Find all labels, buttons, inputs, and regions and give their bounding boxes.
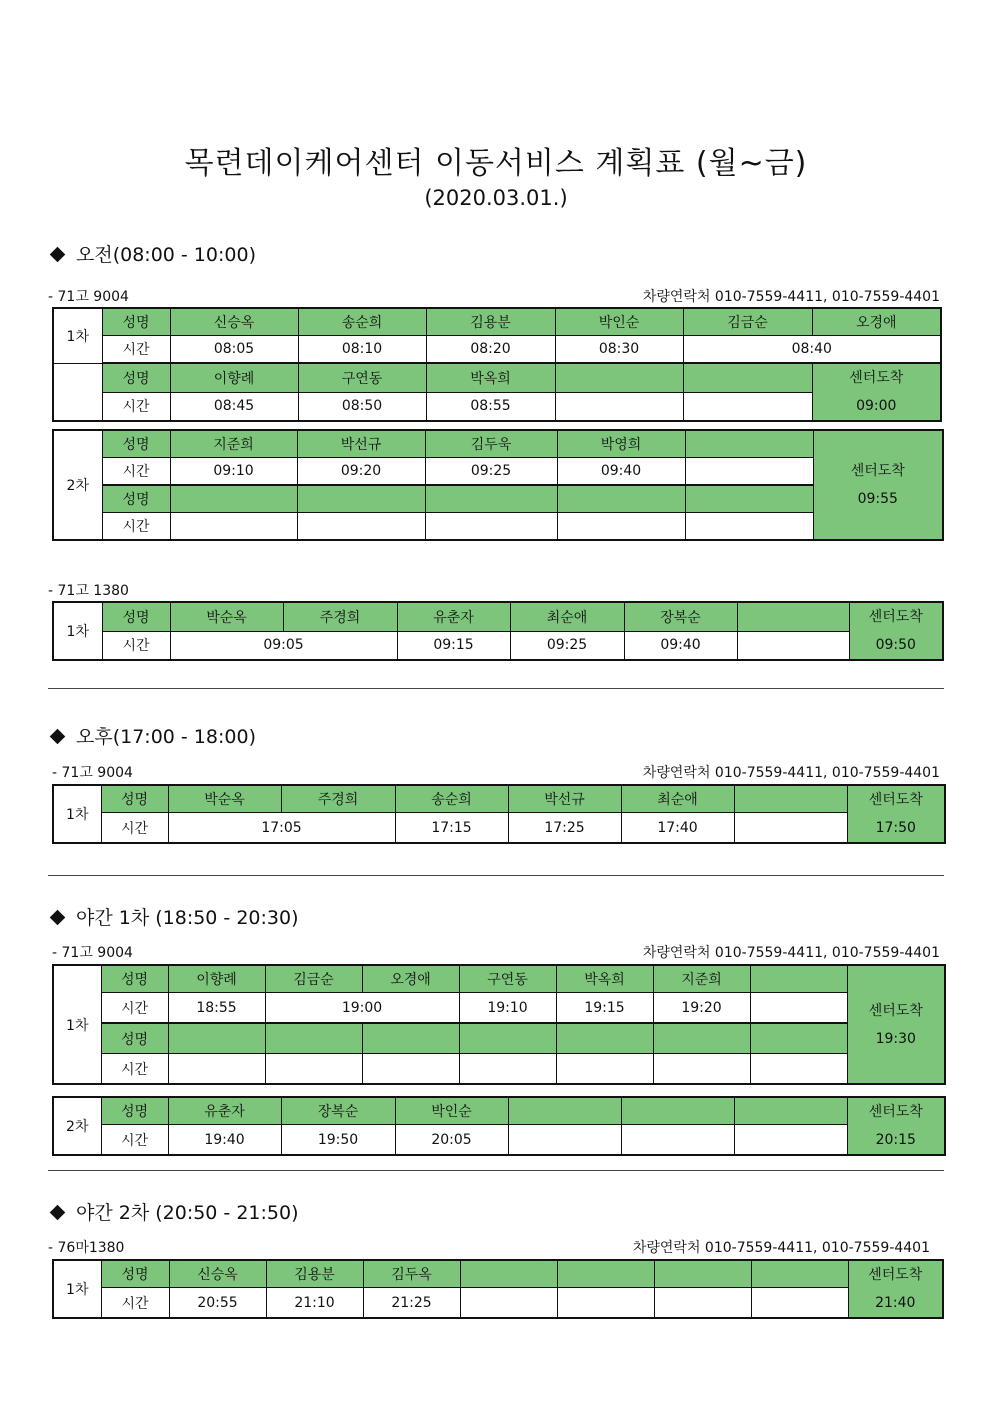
pickup-time: 21:25 <box>363 1288 460 1318</box>
arrival-label: 센터도착 <box>868 792 923 808</box>
time-label: 시간 <box>101 993 168 1024</box>
passenger-name: 지준희 <box>653 965 750 993</box>
round-label: 1차 <box>53 1260 101 1318</box>
passenger-name: 장복순 <box>624 602 737 631</box>
name-label: 성명 <box>101 1097 168 1125</box>
passenger-name-empty <box>170 485 297 513</box>
pickup-time-empty <box>168 1054 265 1085</box>
passenger-name-empty <box>362 1023 459 1054</box>
pickup-time: 19:15 <box>556 993 653 1024</box>
pickup-time: 19:50 <box>281 1125 395 1155</box>
pickup-time: 17:15 <box>395 813 508 843</box>
passenger-name <box>621 1097 734 1125</box>
section-divider <box>48 1170 944 1171</box>
pickup-time-empty <box>750 1054 847 1085</box>
passenger-name: 박인순 <box>555 308 683 336</box>
pickup-time: 09:05 <box>170 631 397 660</box>
pickup-time-empty <box>556 1054 653 1085</box>
passenger-name <box>508 1097 621 1125</box>
passenger-name: 박인순 <box>395 1097 508 1125</box>
passenger-name: 오경애 <box>812 308 941 336</box>
pickup-time <box>751 1288 848 1318</box>
passenger-name-empty <box>265 1023 362 1054</box>
time-label: 시간 <box>102 458 170 486</box>
pickup-time: 09:20 <box>297 458 425 486</box>
pickup-time-empty <box>170 513 297 541</box>
name-label: 성명 <box>101 965 168 993</box>
section-morning-heading <box>48 240 256 267</box>
pickup-time: 19:40 <box>168 1125 281 1155</box>
passenger-name <box>555 363 683 392</box>
pickup-time <box>508 1125 621 1155</box>
passenger-name: 박옥희 <box>556 965 653 993</box>
pickup-time-empty <box>425 513 557 541</box>
vehicle-label: - 71고 1380 <box>48 583 129 599</box>
night1-table-1 <box>52 964 946 1085</box>
passenger-name: 김용분 <box>426 308 555 336</box>
diamond-bullet-icon <box>50 1205 66 1221</box>
page-date: (2020.03.01.) <box>424 186 568 210</box>
passenger-name <box>683 363 812 392</box>
diamond-bullet-icon <box>50 910 66 926</box>
pickup-time <box>621 1125 734 1155</box>
diamond-bullet-icon <box>50 247 66 263</box>
night1-table-2 <box>52 1096 946 1156</box>
round-label: 2차 <box>53 1097 101 1155</box>
pickup-time-empty <box>459 1054 556 1085</box>
pickup-time-empty <box>265 1054 362 1085</box>
time-label: 시간 <box>102 392 170 421</box>
morning-table-3 <box>52 601 944 661</box>
section-morning-title: 오전(08:00 - 10:00) <box>76 244 256 266</box>
passenger-name: 최순애 <box>510 602 624 631</box>
afternoon-table <box>52 784 946 844</box>
pickup-time <box>555 392 683 421</box>
night2-table <box>52 1259 944 1319</box>
pickup-time: 08:30 <box>555 336 683 364</box>
vehicle-label: - 71고 9004 <box>48 289 129 305</box>
pickup-time: 08:20 <box>426 336 555 364</box>
pickup-time-empty <box>557 513 685 541</box>
passenger-name: 지준희 <box>170 430 297 458</box>
time-label: 시간 <box>101 1288 169 1318</box>
pickup-time <box>557 1288 654 1318</box>
time-label: 시간 <box>102 513 170 541</box>
pickup-time: 09:40 <box>624 631 737 660</box>
pickup-time: 19:10 <box>459 993 556 1024</box>
arrival-label: 센터도착 <box>868 1002 923 1019</box>
passenger-name: 유춘자 <box>397 602 510 631</box>
arrival-time: 20:15 <box>875 1132 916 1148</box>
passenger-name <box>737 602 849 631</box>
round-label: 1차 <box>53 965 101 1084</box>
passenger-name: 이향례 <box>168 965 265 993</box>
center-arrival-cell <box>849 602 943 660</box>
passenger-name: 박순옥 <box>170 602 283 631</box>
pickup-time <box>750 993 847 1024</box>
pickup-time <box>734 1125 847 1155</box>
pickup-time: 08:40 <box>683 336 941 364</box>
section-afternoon-heading <box>48 722 256 749</box>
pickup-time <box>734 813 847 843</box>
center-arrival-cell <box>847 1097 945 1155</box>
passenger-name: 송순희 <box>298 308 426 336</box>
passenger-name: 구연동 <box>298 363 426 392</box>
pickup-time: 09:15 <box>397 631 510 660</box>
passenger-name: 신승옥 <box>169 1260 266 1288</box>
passenger-name: 박선규 <box>508 785 621 813</box>
passenger-name <box>557 1260 654 1288</box>
vehicle-contact: 차량연락처 010-7559-4411, 010-7559-4401 <box>632 1240 930 1256</box>
time-label: 시간 <box>101 813 168 843</box>
pickup-time: 19:20 <box>653 993 750 1024</box>
passenger-name: 구연동 <box>459 965 556 993</box>
page-title: 목련데이케어센터 이동서비스 계획표 (월~금) <box>184 146 808 181</box>
passenger-name: 이향례 <box>170 363 298 392</box>
pickup-time: 18:55 <box>168 993 265 1024</box>
arrival-label: 센터도착 <box>868 1104 923 1120</box>
pickup-time: 21:10 <box>266 1288 363 1318</box>
pickup-time-empty <box>653 1054 750 1085</box>
vehicle-contact: 차량연락처 010-7559-4411, 010-7559-4401 <box>642 945 940 961</box>
passenger-name <box>685 430 813 458</box>
passenger-name-empty <box>653 1023 750 1054</box>
passenger-name: 장복순 <box>281 1097 395 1125</box>
time-label: 시간 <box>102 631 170 660</box>
name-label: 성명 <box>102 308 170 336</box>
passenger-name: 박영희 <box>557 430 685 458</box>
name-label: 성명 <box>101 1023 168 1054</box>
time-label: 시간 <box>101 1125 168 1155</box>
pickup-time <box>685 458 813 486</box>
passenger-name: 주경희 <box>281 785 395 813</box>
name-label: 성명 <box>102 602 170 631</box>
passenger-name: 김금순 <box>683 308 812 336</box>
section-afternoon-title: 오후(17:00 - 18:00) <box>76 726 256 748</box>
arrival-label: 센터도착 <box>850 463 905 479</box>
name-label: 성명 <box>101 785 168 813</box>
pickup-time: 08:05 <box>170 336 298 364</box>
pickup-time <box>683 392 812 421</box>
arrival-time: 21:40 <box>875 1295 916 1311</box>
passenger-name <box>734 785 847 813</box>
passenger-name: 주경희 <box>283 602 397 631</box>
pickup-time <box>737 631 849 660</box>
center-arrival-cell <box>847 965 945 1084</box>
pickup-time: 09:25 <box>425 458 557 486</box>
time-label: 시간 <box>102 336 170 364</box>
section-night2-heading <box>48 1198 299 1225</box>
passenger-name <box>654 1260 751 1288</box>
pickup-time: 08:10 <box>298 336 426 364</box>
pickup-time: 08:55 <box>426 392 555 421</box>
pickup-time: 20:55 <box>169 1288 266 1318</box>
name-label: 성명 <box>102 485 170 513</box>
passenger-name: 신승옥 <box>170 308 298 336</box>
pickup-time-empty <box>685 513 813 541</box>
section-divider <box>48 875 944 876</box>
arrival-time: 09:00 <box>856 398 897 414</box>
pickup-time: 09:40 <box>557 458 685 486</box>
name-label: 성명 <box>101 1260 169 1288</box>
pickup-time: 17:05 <box>168 813 395 843</box>
arrival-label: 센터도착 <box>868 1267 923 1283</box>
diamond-bullet-icon <box>50 729 66 745</box>
passenger-name: 박순옥 <box>168 785 281 813</box>
round-cell-empty <box>53 363 102 421</box>
passenger-name-empty <box>425 485 557 513</box>
morning-table-2 <box>52 429 944 541</box>
section-night2-title: 야간 2차 (20:50 - 21:50) <box>76 1202 299 1224</box>
passenger-name <box>460 1260 557 1288</box>
center-arrival-cell <box>848 1260 943 1318</box>
pickup-time: 09:10 <box>170 458 297 486</box>
arrival-time: 09:50 <box>875 637 916 653</box>
pickup-time: 08:50 <box>298 392 426 421</box>
name-label: 성명 <box>102 363 170 392</box>
arrival-label: 센터도착 <box>849 370 904 386</box>
passenger-name: 송순희 <box>395 785 508 813</box>
passenger-name-empty <box>459 1023 556 1054</box>
vehicle-contact: 차량연락처 010-7559-4411, 010-7559-4401 <box>642 765 940 781</box>
pickup-time: 20:05 <box>395 1125 508 1155</box>
passenger-name <box>734 1097 847 1125</box>
pickup-time <box>460 1288 557 1318</box>
passenger-name-empty <box>750 1023 847 1054</box>
pickup-time-empty <box>297 513 425 541</box>
section-night1-heading <box>48 903 299 930</box>
arrival-time: 09:55 <box>857 491 898 507</box>
section-divider <box>48 688 944 689</box>
arrival-time: 19:30 <box>875 1030 916 1047</box>
passenger-name: 김용분 <box>266 1260 363 1288</box>
passenger-name-empty <box>297 485 425 513</box>
round-label: 1차 <box>53 602 102 660</box>
vehicle-label: - 71고 9004 <box>52 765 133 781</box>
passenger-name-empty <box>168 1023 265 1054</box>
pickup-time: 17:25 <box>508 813 621 843</box>
pickup-time: 17:40 <box>621 813 734 843</box>
passenger-name-empty <box>557 485 685 513</box>
passenger-name <box>750 965 847 993</box>
passenger-name: 박선규 <box>297 430 425 458</box>
passenger-name-empty <box>556 1023 653 1054</box>
passenger-name: 김금순 <box>265 965 362 993</box>
round-label: 2차 <box>53 430 102 540</box>
round-label: 1차 <box>53 308 102 363</box>
vehicle-label: - 71고 9004 <box>52 945 133 961</box>
pickup-time: 08:45 <box>170 392 298 421</box>
passenger-name: 오경애 <box>362 965 459 993</box>
passenger-name: 김두옥 <box>363 1260 460 1288</box>
passenger-name: 최순애 <box>621 785 734 813</box>
center-arrival-cell <box>812 363 941 421</box>
pickup-time: 09:25 <box>510 631 624 660</box>
center-arrival-cell <box>847 785 945 843</box>
arrival-time: 17:50 <box>875 820 916 836</box>
name-label: 성명 <box>102 430 170 458</box>
pickup-time <box>654 1288 751 1318</box>
passenger-name <box>751 1260 848 1288</box>
section-night1-title: 야간 1차 (18:50 - 20:30) <box>76 907 299 929</box>
passenger-name: 박옥희 <box>426 363 555 392</box>
morning-table-1 <box>52 307 942 422</box>
arrival-label: 센터도착 <box>868 609 923 625</box>
vehicle-label: - 76마1380 <box>48 1240 125 1256</box>
pickup-time-empty <box>362 1054 459 1085</box>
vehicle-contact: 차량연락처 010-7559-4411, 010-7559-4401 <box>642 289 940 305</box>
passenger-name: 김두욱 <box>425 430 557 458</box>
passenger-name-empty <box>685 485 813 513</box>
center-arrival-cell <box>813 430 943 540</box>
passenger-name: 유춘자 <box>168 1097 281 1125</box>
round-label: 1차 <box>53 785 101 843</box>
time-label: 시간 <box>101 1054 168 1085</box>
pickup-time: 19:00 <box>265 993 459 1024</box>
